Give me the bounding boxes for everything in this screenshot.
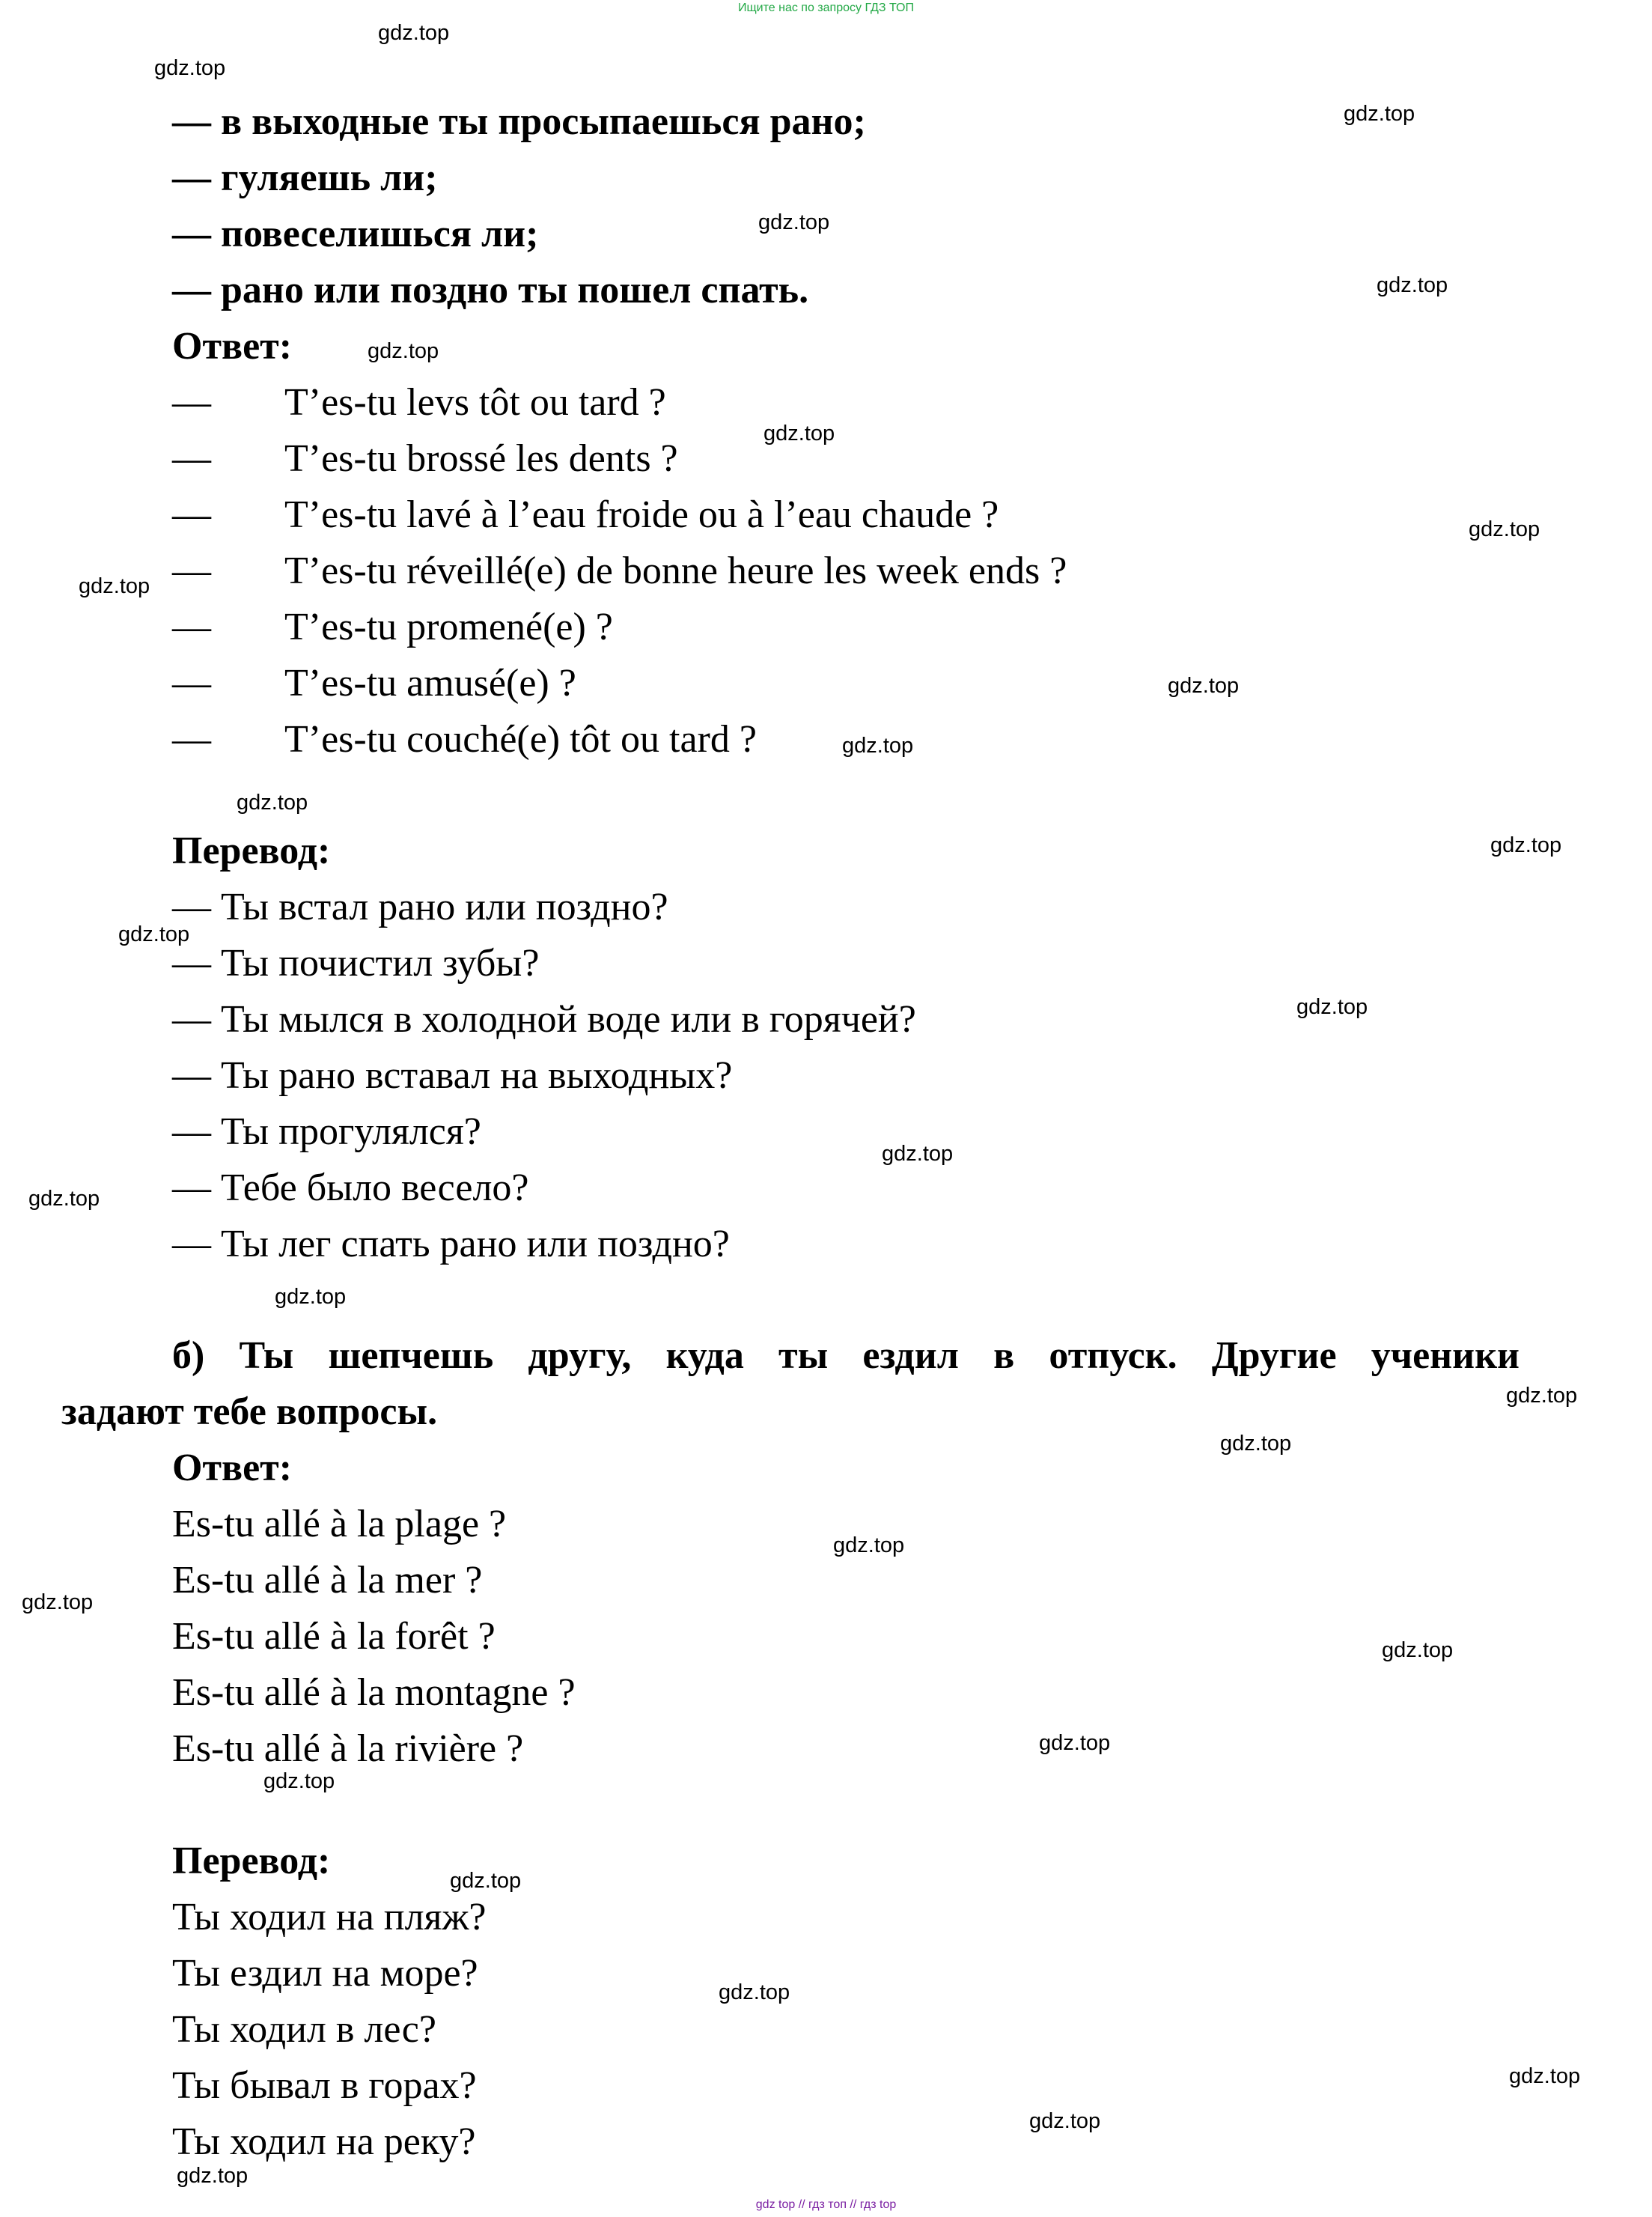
watermark: gdz.top: [1039, 1731, 1111, 1755]
answer-text: T’es-tu promené(e) ?: [284, 606, 613, 648]
answer-line: Es-tu allé à la forêt ?: [172, 1615, 496, 1658]
prompt-line: — гуляешь ли;: [172, 156, 438, 199]
watermark: gdz.top: [368, 339, 439, 363]
translation-heading: Перевод:: [172, 1840, 331, 1882]
watermark: gdz.top: [842, 734, 914, 758]
translation-line: — Ты мылся в холодной воде или в горячей?: [172, 998, 916, 1041]
prompt-line: — в выходные ты просыпаешься рано;: [172, 100, 866, 143]
answer-line: [172, 380, 1370, 425]
dash: —: [172, 606, 211, 648]
watermark: gdz.top: [263, 1769, 335, 1793]
watermark: gdz.top: [833, 1533, 905, 1557]
watermark: gdz.top: [1168, 674, 1240, 698]
translation-line: — Ты лег спать рано или поздно?: [172, 1223, 730, 1265]
watermark: gdz.top: [22, 1590, 94, 1614]
translation-line: — Ты прогулялся?: [172, 1110, 481, 1153]
translation-line: Ты ходил на пляж?: [172, 1896, 487, 1938]
watermark: gdz.top: [1377, 273, 1448, 297]
watermark: gdz.top: [28, 1187, 100, 1211]
task-b-prompt-first: б) Ты шепчешь другу, куда ты ездил в отпуск. Другие ученики: [172, 1334, 1520, 1377]
watermark: gdz.top: [1296, 995, 1368, 1019]
dash: —: [172, 550, 211, 592]
answer-line: Es-tu allé à la rivière ?: [172, 1727, 524, 1770]
watermark: gdz.top: [1506, 1384, 1578, 1408]
answer-text: T’es-tu couché(e) tôt ou tard ?: [284, 718, 757, 761]
translation-line: — Ты встал рано или поздно?: [172, 886, 668, 928]
watermark: gdz.top: [1509, 2064, 1581, 2088]
watermark: gdz.top: [763, 422, 835, 445]
prompt-line: — повеселишься ли;: [172, 213, 539, 255]
translation-line: Ты ходил на реку?: [172, 2120, 476, 2163]
watermark: gdz.top: [275, 1285, 347, 1309]
watermark: gdz.top: [450, 1869, 522, 1893]
answer-line: Es-tu allé à la mer ?: [172, 1559, 483, 1602]
dash: —: [172, 493, 211, 536]
translation-heading: Перевод:: [172, 830, 331, 872]
answer-heading: Ответ:: [172, 1447, 293, 1489]
answer-line: [172, 605, 1370, 650]
answer-text: T’es-tu levs tôt ou tard ?: [284, 381, 666, 424]
answer-text: T’es-tu brossé les dents ?: [284, 437, 678, 480]
answer-line: Es-tu allé à la montagne ?: [172, 1671, 576, 1714]
answer-heading: Ответ:: [172, 325, 293, 368]
watermark: gdz.top: [118, 922, 190, 946]
answer-line: [172, 549, 1370, 594]
watermark: gdz.top: [882, 1142, 954, 1166]
answer-text: T’es-tu réveillé(e) de bonne heure les week ends ?: [284, 550, 1067, 592]
watermark: gdz.top: [1382, 1638, 1454, 1662]
answer-line: Es-tu allé à la plage ?: [172, 1503, 507, 1545]
dash: —: [172, 718, 211, 761]
dash: —: [172, 381, 211, 424]
task-b-prompt-second: задают тебе вопросы.: [61, 1390, 438, 1433]
translation-line: — Тебе было весело?: [172, 1167, 529, 1209]
top-banner: Ищите нас по запросу ГДЗ ТОП: [738, 1, 914, 14]
translation-line: Ты бывал в горах?: [172, 2064, 477, 2107]
answer-line: [172, 717, 1370, 762]
translation-line: Ты ходил в лес?: [172, 2008, 436, 2051]
answer-text: T’es-tu amusé(e) ?: [284, 662, 576, 705]
watermark: gdz.top: [1220, 1432, 1292, 1456]
watermark: gdz.top: [1469, 517, 1540, 541]
translation-line: Ты ездил на море?: [172, 1952, 478, 1995]
translation-line: — Ты рано вставал на выходных?: [172, 1054, 733, 1097]
watermark: gdz.top: [237, 791, 308, 815]
dash: —: [172, 662, 211, 705]
answer-text: T’es-tu lavé à l’eau froide ou à l’eau chaude ?: [284, 493, 999, 536]
watermark: gdz.top: [79, 574, 150, 598]
watermark: gdz.top: [154, 56, 226, 80]
watermark: gdz.top: [1490, 833, 1562, 857]
bottom-banner: gdz top // гдз топ // гдз top: [755, 2198, 897, 2211]
dash: —: [172, 437, 211, 480]
translation-line: — Ты почистил зубы?: [172, 942, 540, 985]
answer-line: [172, 493, 1370, 538]
watermark: gdz.top: [378, 21, 450, 45]
watermark: gdz.top: [1344, 102, 1415, 126]
prompt-line: — рано или поздно ты пошел спать.: [172, 269, 809, 311]
watermark: gdz.top: [177, 2164, 249, 2188]
watermark: gdz.top: [758, 210, 830, 234]
watermark: gdz.top: [719, 1980, 790, 2004]
watermark: gdz.top: [1029, 2109, 1101, 2133]
